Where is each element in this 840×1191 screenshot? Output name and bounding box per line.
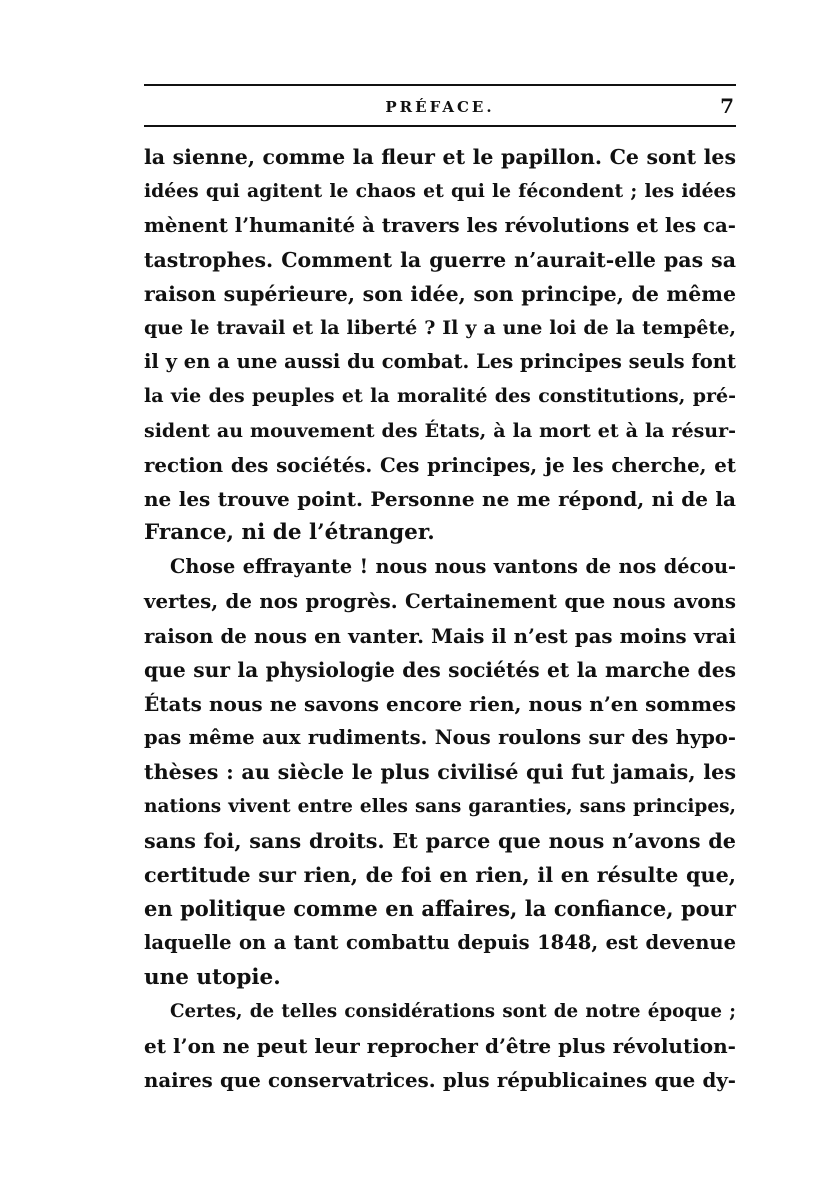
text-line: sident au mouvement des États, à la mort et à la résur- <box>144 419 736 442</box>
text-line: en politique comme en affaires, la confiance, pour <box>144 896 736 922</box>
text-line: sans foi, sans droits. Et parce que nous n’avons de <box>144 828 736 853</box>
text-line: Chose effrayante ! nous nous vantons de nos décou- <box>170 555 736 579</box>
text-line: raison supérieure, son idée, son principe, de même <box>144 281 736 306</box>
text-line: laquelle on a tant combattu depuis 1848, est devenue <box>144 931 736 955</box>
text-line: certitude sur rien, de foi en rien, il en résulte que, <box>144 862 736 887</box>
text-line: vertes, de nos progrès. Certainement que nous avons <box>144 589 736 614</box>
text-line: la vie des peuples et la moralité des constitutions, pré- <box>144 385 736 408</box>
running-header <box>144 92 736 120</box>
text-line: rection des sociétés. Ces principes, je les cherche, et <box>144 452 736 477</box>
text-line: il y en a une aussi du combat. Les principes seuls font <box>144 350 736 374</box>
text-line: tastrophes. Comment la guerre n’aurait-elle pas sa <box>144 247 736 272</box>
header-rule-top <box>144 84 736 86</box>
text-line: thèses : au siècle le plus civilisé qui fut jamais, les <box>144 760 736 785</box>
running-title: PRÉFACE. <box>385 98 495 116</box>
text-line: pas même aux rudiments. Nous roulons sur des hypo- <box>144 726 736 750</box>
text-line: ne les trouve point. Personne ne me répond, ni de la <box>144 486 736 511</box>
text-line: raison de nous en vanter. Mais il n’est pas moins vrai <box>144 623 736 648</box>
paragraph-3 <box>144 995 736 1098</box>
text-line: États nous ne savons encore rien, nous n’en sommes <box>144 692 736 716</box>
body-text <box>144 140 736 1097</box>
paragraph-1 <box>144 140 736 550</box>
text-line: une utopie. <box>144 964 281 990</box>
text-line: naires que conservatrices. plus républicaines que dy- <box>144 1068 736 1093</box>
page-number: 7 <box>720 94 734 118</box>
paragraph-2 <box>144 550 736 994</box>
text-line: idées qui agitent le chaos et qui le fécondent ; les idées <box>144 180 736 203</box>
text-line: que sur la physiologie des sociétés et la marche des <box>144 657 736 682</box>
text-line: mènent l’humanité à travers les révolutions et les ca- <box>144 213 736 238</box>
header-rule-bottom <box>144 125 736 127</box>
text-line: que le travail et la liberté ? Il y a une loi de la tempête, <box>144 316 736 339</box>
text-line: la sienne, comme la fleur et le papillon. Ce sont les <box>144 145 736 169</box>
text-line: nations vivent entre elles sans garanties, sans principes, <box>144 795 736 817</box>
text-line: et l’on ne peut leur reprocher d’être plus révolution- <box>144 1033 736 1058</box>
text-line: Certes, de telles considérations sont de notre époque ; <box>170 1000 736 1022</box>
text-line: France, ni de l’étranger. <box>144 520 435 546</box>
